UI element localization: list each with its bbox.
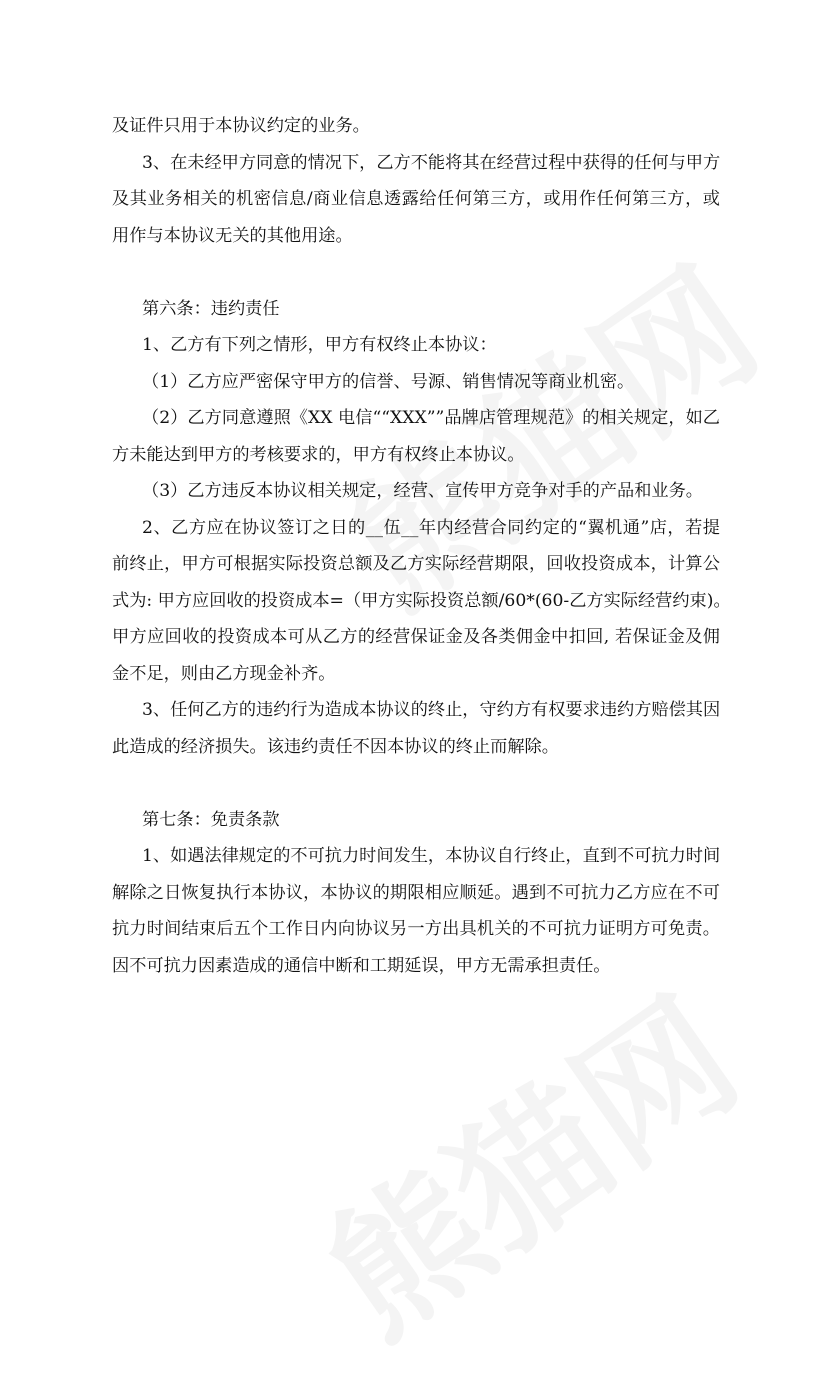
paragraph-line: 3、在未经甲方同意的情况下，乙方不能将其在经营过程中获得的任何与甲方	[142, 152, 721, 173]
paragraph	[112, 145, 720, 255]
heading-text: 第七条：免责条款	[142, 809, 280, 830]
paragraph-line: 解除之日恢复执行本协议，本协议的期限相应顺延。遇到不可抗力乙方应在不可	[112, 882, 720, 903]
paragraph-spacer	[112, 254, 720, 291]
paragraph-line: 甲方应回收的投资成本可从乙方的经营保证金及各类佣金中扣回, 若保证金及佣	[112, 627, 720, 647]
paragraph-line: 方未能达到甲方的考核要求的，甲方有权终止本协议。	[112, 444, 525, 465]
paragraph-line: 1、乙方有下列之情形，甲方有权终止本协议：	[142, 335, 497, 355]
paragraph	[112, 510, 731, 693]
paragraph-spacer	[112, 765, 720, 802]
paragraph-line: （2）乙方同意遵照《XX 电信““XXX””品牌店管理规范》的相关规定，如乙	[142, 408, 720, 428]
paragraph-line: 此造成的经济损失。该违约责任不因本协议的终止而解除。	[112, 736, 559, 757]
paragraph	[112, 692, 720, 765]
paragraph-line: 用作与本协议无关的其他用途。	[112, 225, 353, 246]
paragraph-line: 前终止，甲方可根据实际投资总额及乙方实际经营期限，回收投资成本，计算公	[112, 554, 720, 574]
paragraph	[112, 838, 720, 984]
paragraph-line: 因不可抗力因素造成的通信中断和工期延误，甲方无需承担责任。	[112, 955, 611, 976]
paragraph	[112, 473, 720, 510]
paragraph-line: 2、乙方应在协议签订之日的__伍__年内经营合同约定的“翼机通”店，若提	[142, 517, 720, 538]
document-body	[112, 108, 731, 984]
watermark	[279, 940, 772, 1375]
section-heading	[112, 291, 720, 328]
paragraph-line: 抗力时间结束后五个工作日内向协议另一方出具机关的不可抗力证明方可免责。	[112, 919, 720, 939]
paragraph-line: 3、任何乙方的违约行为造成本协议的终止，守约方有权要求违约方赔偿其因	[142, 700, 721, 720]
paragraph-line: 金不足，则由乙方现金补齐。	[112, 663, 336, 684]
paragraph-line: 及其业务相关的机密信息/商业信息透露给任何第三方，或用作任何第三方，或	[112, 189, 720, 209]
section-heading	[112, 802, 720, 839]
paragraph-line: 1、如遇法律规定的不可抗力时间发生，本协议自行终止，直到不可抗力时间	[142, 846, 721, 866]
paragraph-line: 式为: 甲方应回收的投资成本=（甲方实际投资总额/60*(60-乙方实际经营约束)。	[112, 590, 731, 611]
paragraph	[112, 327, 720, 364]
heading-text: 第六条：违约责任	[142, 298, 280, 319]
paragraph-line: 及证件只用于本协议约定的业务。	[112, 116, 370, 136]
paragraph	[112, 400, 720, 473]
paragraph	[112, 364, 720, 401]
paragraph-line: （3）乙方违反本协议相关规定，经营、宣传甲方竞争对手的产品和业务。	[142, 481, 703, 501]
paragraph	[112, 108, 720, 145]
paragraph-line: （1）乙方应严密保守甲方的信誉、号源、销售情况等商业机密。	[142, 371, 635, 392]
